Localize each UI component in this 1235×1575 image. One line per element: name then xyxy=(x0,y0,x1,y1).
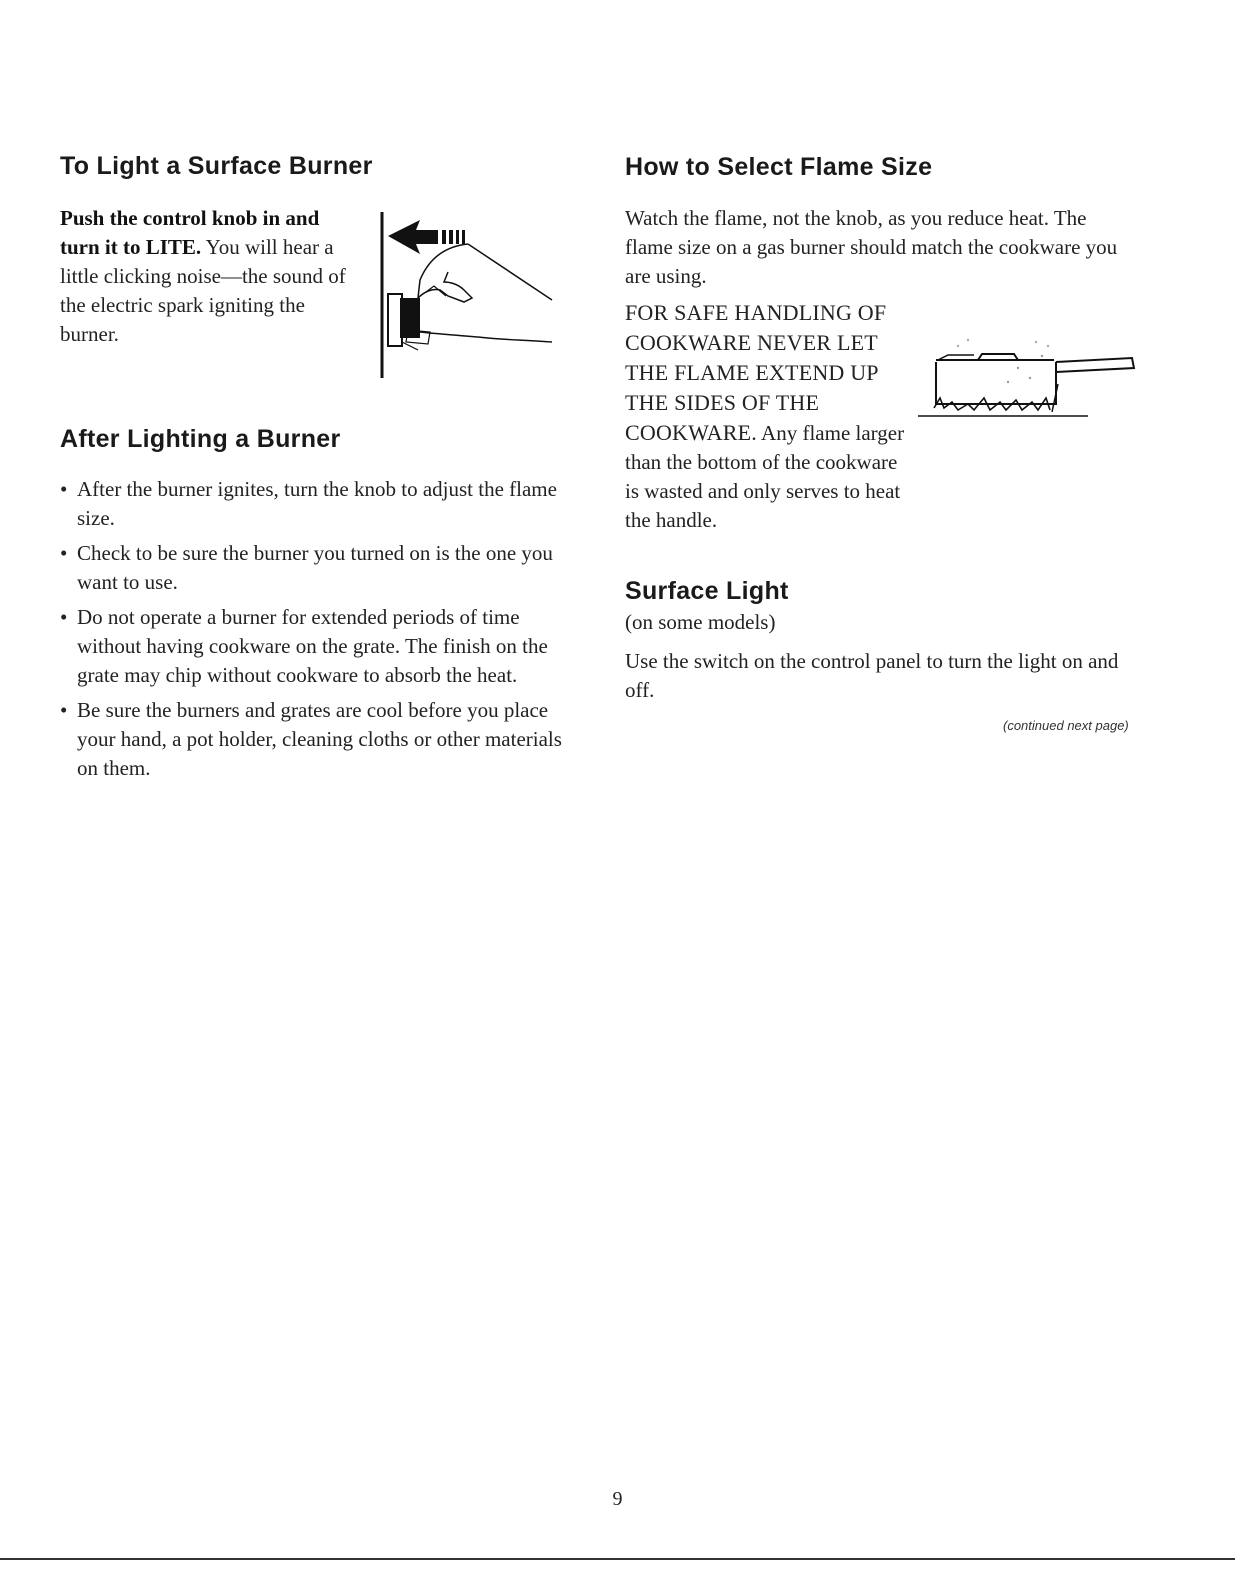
light-burner-text xyxy=(60,204,360,349)
list-item: • After the burner ignites, turn the knob to adjust the flame size. xyxy=(60,477,557,530)
light-burner-detail: You will hear a little clicking noise—the sound of the electric spark igniting the burner. xyxy=(60,235,346,346)
continued-note: (continued next page) xyxy=(1003,718,1129,733)
flame-size-warning xyxy=(625,298,915,535)
list-item: • Check to be sure the burner you turned on is the one you want to use. xyxy=(60,541,553,594)
surface-light-heading: Surface Light xyxy=(625,577,789,605)
page-number: 9 xyxy=(612,1488,623,1510)
after-lighting-list xyxy=(60,475,580,789)
after-lighting-heading: After Lighting a Burner xyxy=(60,425,341,453)
flame-size-intro: Watch the flame, not the knob, as you reduce heat. The flame size on a gas burner should match the cookware you are using. xyxy=(625,206,1118,288)
light-burner-lead: Push the control knob in and turn it to LITE. xyxy=(60,206,320,259)
surface-light-subheading: (on some models) xyxy=(625,610,776,634)
pan-on-burner-icon xyxy=(918,338,1148,424)
flame-size-heading: How to Select Flame Size xyxy=(625,153,933,181)
list-item: • Be sure the burners and grates are cool before you place your hand, a pot holder, cleaning cloths or other materials on them. xyxy=(60,698,562,780)
hand-pushing-knob-icon xyxy=(368,212,568,380)
light-burner-heading: To Light a Surface Burner xyxy=(60,152,373,180)
bottom-rule xyxy=(0,1558,1235,1560)
surface-light-text: Use the switch on the control panel to turn the light on and off. xyxy=(625,649,1119,702)
flame-size-caps: FOR SAFE HANDLING OF COOKWARE NEVER LET THE FLAME EXTEND UP THE SIDES OF THE COOKWARE. xyxy=(625,300,887,445)
flame-size-rest: Any flame larger than the bottom of the cookware is wasted and only serves to heat the handle. xyxy=(625,421,905,532)
list-item: • Do not operate a burner for extended periods of time without having cookware on the grate. The finish on the grate may chip without cookware to absorb the heat. xyxy=(60,605,548,687)
